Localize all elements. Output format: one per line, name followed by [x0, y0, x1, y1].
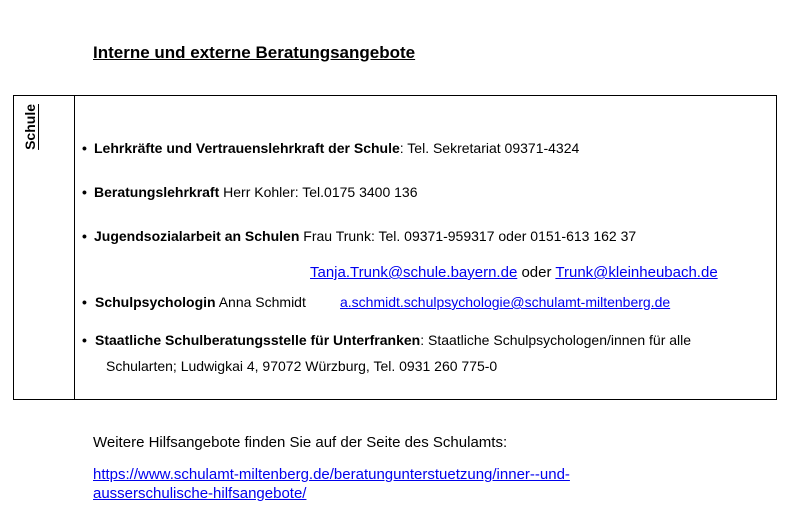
- item-title: Jugendsozialarbeit an Schulen: [94, 228, 300, 244]
- side-column: [14, 96, 75, 399]
- item-title: Beratungslehrkraft: [94, 184, 220, 200]
- item-title: Lehrkräfte und Vertrauenslehrkraft der Schule: [94, 140, 400, 156]
- side-label: Schule: [22, 104, 38, 150]
- item-text: : Tel. Sekretariat 09371-4324: [399, 140, 580, 156]
- footer-text: Weitere Hilfsangebote finden Sie auf der Seite des Schulamts:: [93, 434, 508, 451]
- item-text: Frau Trunk: Tel. 09371-959317 oder 0151-613 162 37: [299, 228, 637, 244]
- item-text: : Staatliche Schulpsychologen/innen für alle: [420, 332, 692, 348]
- email-link[interactable]: a.schmidt.schulpsychologie@schulamt-miltenberg.de: [340, 294, 671, 310]
- list-item: [95, 294, 306, 310]
- oder-text: oder: [517, 264, 556, 281]
- bullet: •: [82, 140, 87, 156]
- item-text: Anna Schmidt: [215, 294, 306, 310]
- list-item: [94, 184, 417, 200]
- bullet: •: [82, 332, 87, 348]
- bullet: •: [82, 294, 87, 310]
- list-item: [95, 332, 691, 348]
- item-text-continuation: Schularten; Ludwigkai 4, 97072 Würzburg, Tel. 0931 260 775-0: [106, 358, 498, 374]
- bullet: •: [82, 184, 87, 200]
- item-title: Schulpsychologin: [95, 294, 216, 310]
- email-link[interactable]: Tanja.Trunk@schule.bayern.de: [310, 264, 518, 281]
- schulamt-link[interactable]: https://www.schulamt-miltenberg.de/beratungunterstuetzung/inner--und-ausserschulische-hilfsangebote/: [93, 466, 570, 502]
- list-item: [94, 228, 636, 244]
- email-line: [310, 264, 718, 281]
- counseling-table: [13, 95, 777, 400]
- bullet: •: [82, 228, 87, 244]
- page-title: Interne und externe Beratungsangebote: [93, 43, 416, 62]
- email-link[interactable]: Trunk@kleinheubach.de: [555, 264, 718, 281]
- item-text: Herr Kohler: Tel.0175 3400 136: [219, 184, 418, 200]
- item-title: Staatliche Schulberatungsstelle für Unterfranken: [95, 332, 421, 348]
- list-item: [94, 140, 579, 156]
